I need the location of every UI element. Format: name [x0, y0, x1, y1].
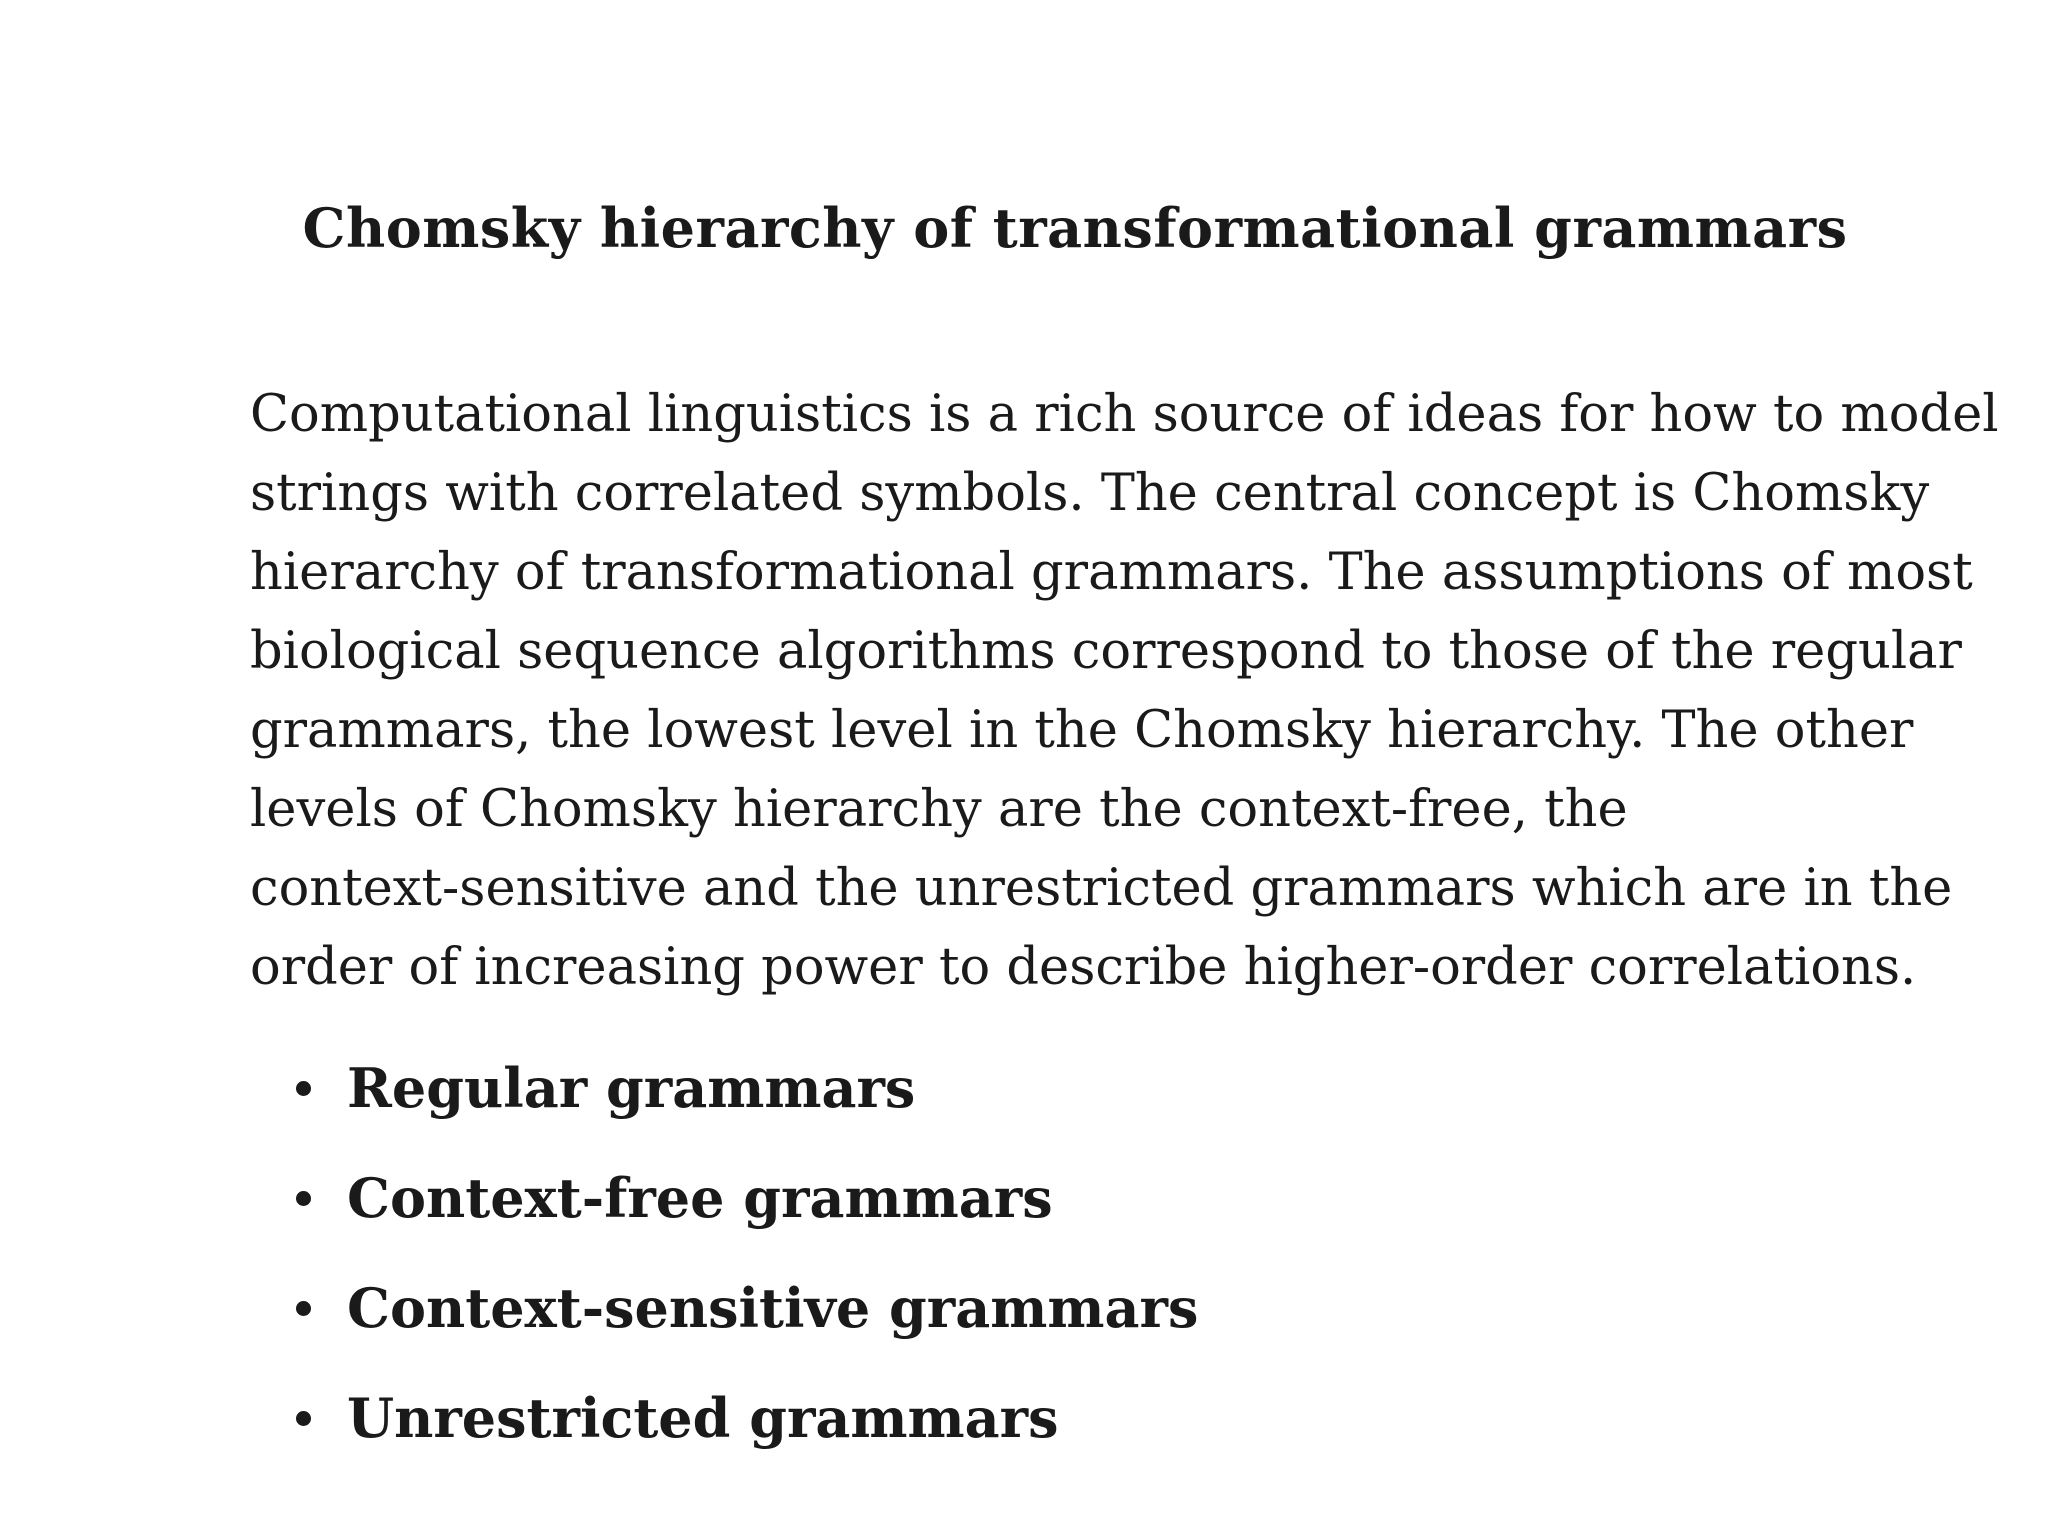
paragraph-line: levels of Chomsky hierarchy are the context-free, the: [250, 780, 1628, 839]
list-item: [296, 1363, 1198, 1473]
grammar-list: [296, 1033, 1198, 1473]
list-item: [296, 1253, 1198, 1363]
bullet-icon: [296, 1081, 311, 1096]
bullet-icon: [296, 1411, 311, 1426]
paragraph-line: biological sequence algorithms correspond to those of the regular: [250, 622, 1962, 681]
bullet-icon: [296, 1191, 311, 1206]
paragraph-line: grammars, the lowest level in the Chomsky hierarchy. The other: [250, 701, 1914, 760]
paragraph-line: strings with correlated symbols. The central concept is Chomsky: [250, 464, 1930, 523]
list-item-label: Regular grammars: [347, 1056, 916, 1120]
bullet-icon: [296, 1301, 311, 1316]
list-item-label: Context-free grammars: [347, 1166, 1053, 1230]
paragraph-line: Computational linguistics is a rich source of ideas for how to model: [250, 385, 1999, 444]
slide-title: Chomsky hierarchy of transformational grammars: [302, 196, 1848, 260]
body-paragraph: [250, 375, 1999, 1007]
paragraph-line: hierarchy of transformational grammars. The assumptions of most: [250, 543, 1973, 602]
list-item-label: Unrestricted grammars: [347, 1386, 1059, 1450]
list-item: [296, 1143, 1198, 1253]
list-item-label: Context-sensitive grammars: [347, 1276, 1199, 1340]
paragraph-line: order of increasing power to describe higher-order correlations.: [250, 938, 1917, 997]
paragraph-line: context-sensitive and the unrestricted grammars which are in the: [250, 859, 1953, 918]
list-item: [296, 1033, 1198, 1143]
